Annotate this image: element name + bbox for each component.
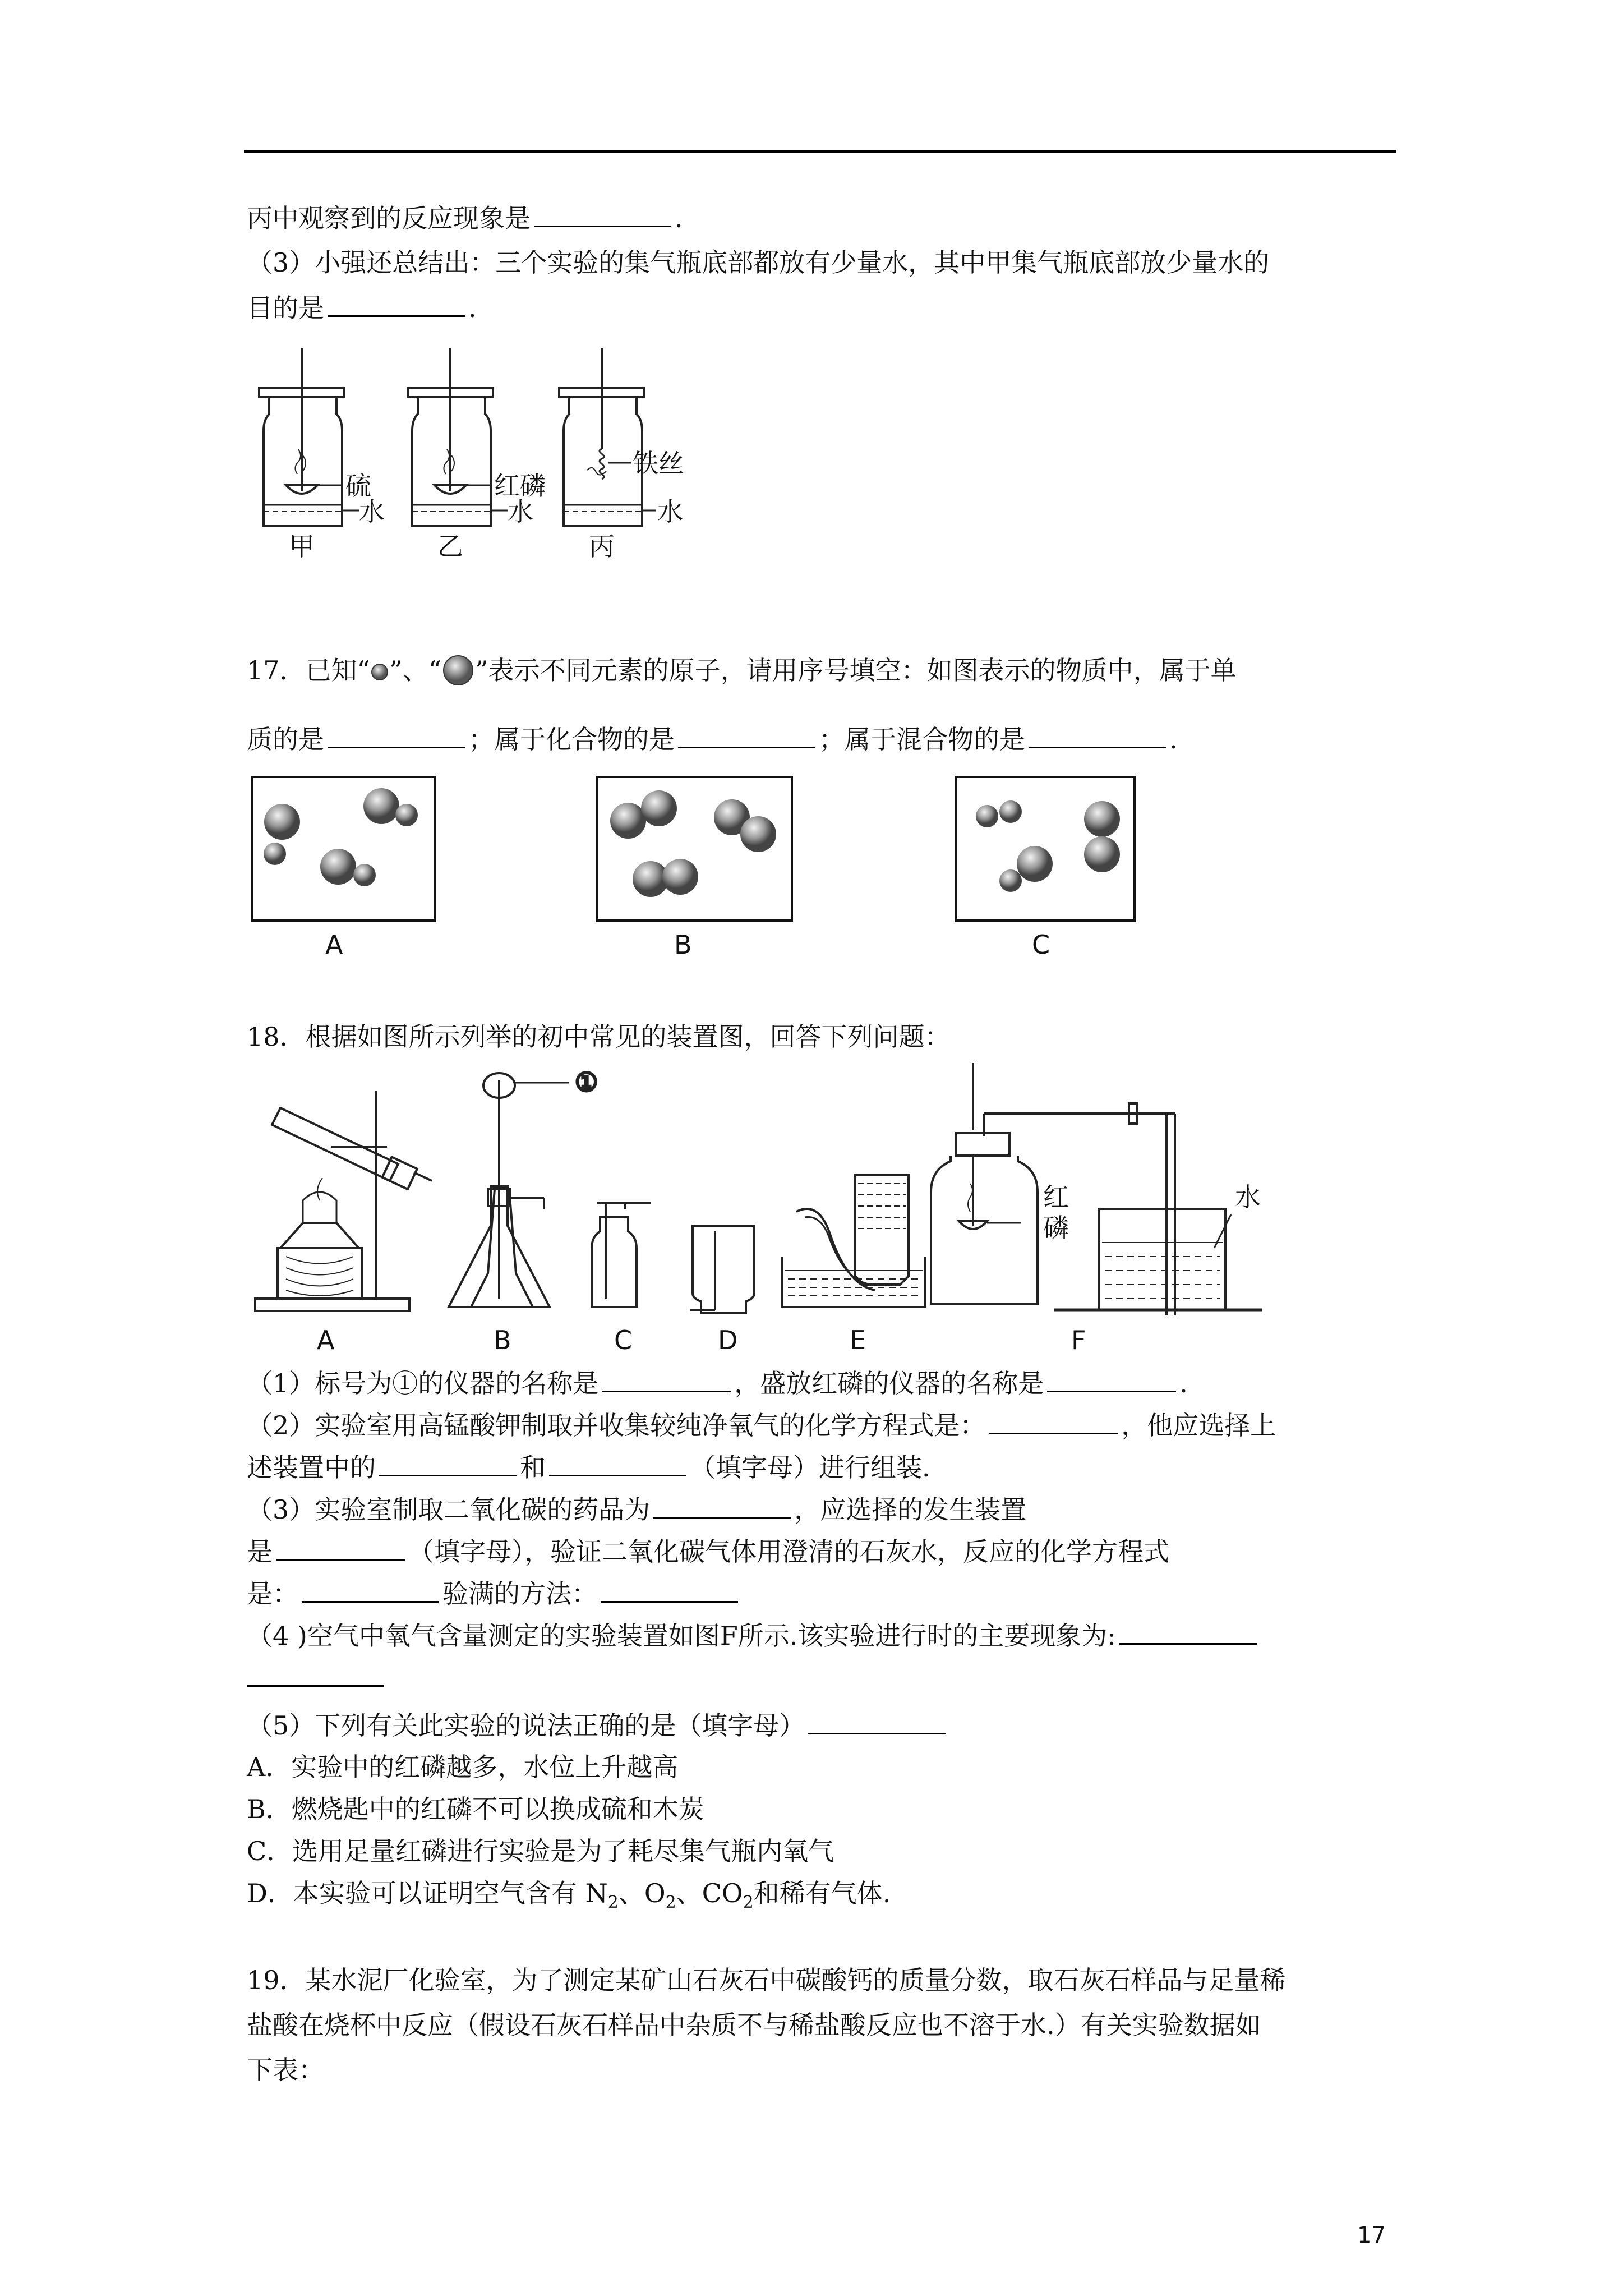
- q18-part4-cont: [247, 1660, 388, 1695]
- label-water-2: 水: [508, 496, 533, 527]
- apparatus-d: [690, 1226, 754, 1313]
- label-water-1: 水: [359, 496, 385, 527]
- label-b: B: [494, 1325, 511, 1355]
- q16-line3: 目的是 .: [247, 291, 477, 325]
- q18-part2-line1: （2）实验室用高锰酸钾制取并收集较纯净氧气的化学方程式是： ，他应选择上: [247, 1408, 1276, 1442]
- answer-blank[interactable]: [678, 722, 815, 748]
- box-c: [956, 777, 1135, 921]
- q17-line1: 17．已知“ ”、“ ”表示不同元素的原子，请用序号填空：如图表示的物质中，属于单: [247, 654, 1237, 687]
- answer-blank[interactable]: [328, 722, 465, 748]
- answer-blank[interactable]: [989, 1408, 1118, 1434]
- q19-line2: 盐酸在烧杯中反应（假设石灰石样品中杂质不与稀盐酸反应也不溶于水.）有关实验数据如: [247, 2010, 1261, 2040]
- large-atom-icon: [441, 654, 475, 687]
- q17-line2: 质的是 ；属于化合物的是 ；属于混合物的是 .: [247, 722, 1178, 756]
- q18-part3-line2: 是 （填字母），验证二氧化碳气体用澄清的石灰水，反应的化学方程式: [247, 1534, 1169, 1568]
- label-red-phosphorus: 红磷: [494, 471, 546, 501]
- answer-blank[interactable]: [1119, 1618, 1257, 1645]
- answer-blank[interactable]: [1047, 1366, 1176, 1392]
- q19-line3: 下表：: [247, 2055, 324, 2085]
- apparatus-e: [782, 1175, 925, 1307]
- answer-blank[interactable]: [601, 1576, 738, 1603]
- small-atom-icon: [370, 662, 389, 682]
- answer-blank[interactable]: [1029, 722, 1166, 748]
- q18-option-d: D．本实验可以证明空气含有 $N_2$、$O_2$、$CO_2$和稀有气体.: [247, 1878, 891, 1913]
- q18-option-a: A．实验中的红磷越多，水位上升越高: [247, 1752, 679, 1782]
- marker-1: ①: [575, 1067, 598, 1097]
- answer-blank[interactable]: [302, 1576, 439, 1603]
- jar-yi: [408, 348, 508, 526]
- label-f-phosphorus-1: 红: [1043, 1182, 1069, 1212]
- apparatus-figure: [247, 1063, 1324, 1366]
- q16-line1: 丙中观察到的反应现象是 .: [247, 201, 683, 235]
- answer-blank[interactable]: [276, 1534, 405, 1561]
- answer-blank[interactable]: [534, 201, 671, 227]
- label-e: E: [850, 1325, 866, 1355]
- answer-blank[interactable]: [549, 1450, 686, 1476]
- answer-blank[interactable]: [328, 291, 465, 317]
- q18-part5: （5）下列有关此实验的说法正确的是（填字母）: [247, 1708, 949, 1742]
- label-sulfur: 硫: [345, 471, 371, 501]
- q19-line1: 19．某水泥厂化验室，为了测定某矿山石灰石中碳酸钙的质量分数，取石灰石样品与足量稀: [247, 1965, 1286, 1995]
- label-f-water: 水: [1235, 1182, 1261, 1212]
- molecule-boxes-figure: [247, 771, 1144, 968]
- q18-part3-line1: （3）实验室制取二氧化碳的药品为 ，应选择的发生装置: [247, 1492, 1026, 1526]
- label-f-phosphorus-2: 磷: [1043, 1213, 1069, 1243]
- apparatus-f: [931, 1063, 1262, 1315]
- label-a: A: [317, 1325, 335, 1355]
- label-jia: 甲: [289, 531, 315, 562]
- q18-title: 18．根据如图所示列举的初中常见的装置图，回答下列问题：: [247, 1022, 951, 1052]
- label-iron-wire: 铁丝: [633, 448, 684, 478]
- q18-option-c: C．选用足量红磷进行实验是为了耗尽集气瓶内氧气: [247, 1836, 834, 1866]
- q18-option-b: B．燃烧匙中的红磷不可以换成硫和木炭: [247, 1794, 704, 1824]
- q18-part2-line2: 述装置中的 和 （填字母）进行组装.: [247, 1450, 930, 1484]
- answer-blank[interactable]: [653, 1492, 791, 1519]
- label-f: F: [1071, 1325, 1086, 1355]
- answer-blank[interactable]: [602, 1366, 731, 1392]
- apparatus-c: [592, 1203, 651, 1307]
- q16-line2: （3）小强还总结出：三个实验的集气瓶底部都放有少量水，其中甲集气瓶底部放少量水的: [247, 247, 1270, 278]
- label-d: D: [718, 1325, 738, 1355]
- label-box-b: B: [674, 930, 692, 960]
- answer-blank[interactable]: [808, 1708, 946, 1734]
- label-water-3: 水: [657, 496, 683, 527]
- answer-blank[interactable]: [247, 1660, 384, 1687]
- header-rule: [244, 150, 1396, 153]
- jar-jia: [259, 348, 359, 526]
- label-yi: 乙: [437, 531, 463, 562]
- q18-part1: （1）标号为①的仪器的名称是 ，盛放红磷的仪器的名称是 .: [247, 1366, 1188, 1400]
- page-number: 17: [1357, 2223, 1386, 2248]
- label-c: C: [614, 1325, 633, 1355]
- answer-blank[interactable]: [379, 1450, 517, 1476]
- gas-jar-figure: [247, 342, 707, 578]
- apparatus-b: [449, 1073, 569, 1307]
- jar-bing: [559, 348, 656, 526]
- box-b: [597, 777, 792, 921]
- label-bing: 丙: [589, 531, 615, 562]
- apparatus-a: [255, 1091, 432, 1311]
- q18-part4: （4 )空气中氧气含量测定的实验装置如图F所示.该实验进行时的主要现象为:: [247, 1618, 1260, 1653]
- label-box-c: C: [1032, 930, 1050, 960]
- box-a: [252, 777, 435, 921]
- q18-part3-line3: 是： 验满的方法：: [247, 1576, 741, 1611]
- label-box-a: A: [325, 930, 343, 960]
